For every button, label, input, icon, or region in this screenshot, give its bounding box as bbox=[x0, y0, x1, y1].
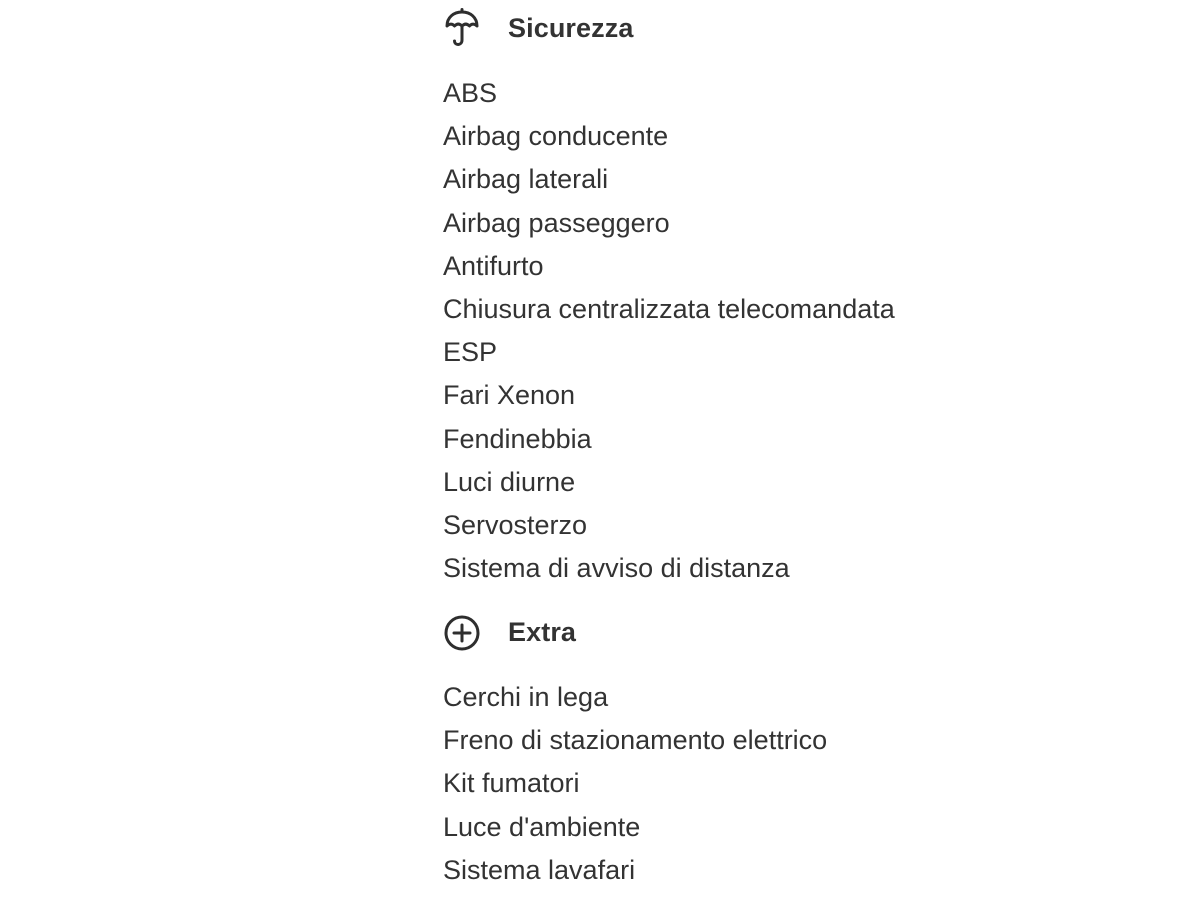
plus-circle-icon bbox=[443, 612, 483, 652]
feature-item: ESP bbox=[443, 337, 498, 368]
feature-item: Sistema lavafari bbox=[443, 854, 636, 885]
feature-item: Servosterzo bbox=[443, 509, 588, 540]
safety-feature-list bbox=[443, 72, 1063, 590]
feature-item: Luci diurne bbox=[443, 466, 576, 497]
safety-section-header bbox=[443, 6, 1063, 50]
extra-section-title: Extra bbox=[508, 616, 577, 647]
feature-item: Airbag conducente bbox=[443, 121, 669, 152]
feature-item: Sistema di avviso di distanza bbox=[443, 553, 790, 584]
feature-item: Fendinebbia bbox=[443, 423, 592, 454]
feature-item: Antifurto bbox=[443, 250, 544, 281]
feature-item: Chiusura centralizzata telecomandata bbox=[443, 293, 895, 324]
extra-section-header bbox=[443, 610, 1063, 654]
safety-section bbox=[443, 6, 1063, 590]
extra-section bbox=[443, 610, 1063, 892]
safety-section-title: Sicurezza bbox=[508, 12, 634, 43]
umbrella-icon bbox=[443, 8, 483, 48]
extra-feature-list bbox=[443, 676, 1063, 892]
feature-item: Fari Xenon bbox=[443, 380, 576, 411]
feature-item: Freno di stazionamento elettrico bbox=[443, 725, 828, 756]
feature-item: Kit fumatori bbox=[443, 768, 580, 799]
feature-item: Cerchi in lega bbox=[443, 682, 609, 712]
feature-item: Airbag passeggero bbox=[443, 207, 670, 238]
feature-item: Airbag laterali bbox=[443, 164, 609, 195]
feature-item: Luce d'ambiente bbox=[443, 811, 641, 842]
feature-item: ABS bbox=[443, 78, 498, 108]
